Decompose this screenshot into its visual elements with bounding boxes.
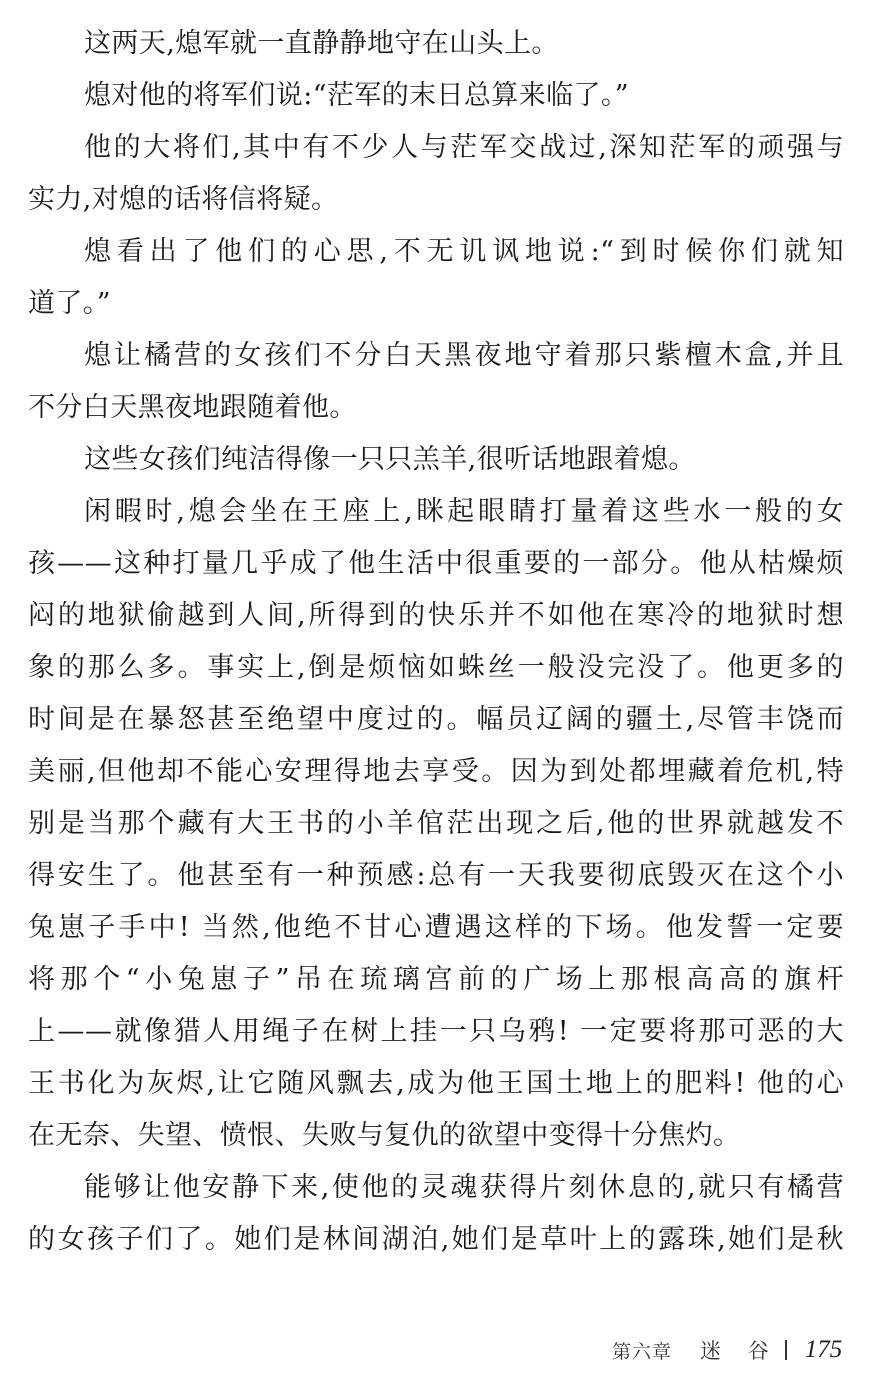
text-line: 的女孩子们了。她们是林间湖泊,她们是草叶上的露珠,她们是秋: [28, 1224, 844, 1255]
text-line: 实力,对熄的话将信将疑。: [28, 184, 339, 215]
text-line: 熄对他的将军们说:“茫军的末日总算来临了。”: [84, 80, 630, 111]
footer-divider: [785, 1340, 787, 1360]
text-line: 不分白天黑夜地跟随着他。: [28, 392, 357, 423]
text-line: 时间是在暴怒甚至绝望中度过的。幅员辽阔的疆土,尽管丰饶而: [28, 704, 844, 735]
text-line: 孩——这种打量几乎成了他生活中很重要的一部分。他从枯燥烦: [28, 548, 844, 579]
text-line: 得安生了。他甚至有一种预感:总有一天我要彻底毁灭在这个小: [28, 860, 844, 891]
text-line: 闲暇时,熄会坐在王座上,眯起眼睛打量着这些水一般的女: [84, 496, 844, 527]
page-number: 175: [804, 1336, 843, 1363]
chapter-label: 第六章: [612, 1340, 673, 1363]
text-line: 他的大将们,其中有不少人与茫军交战过,深知茫军的顽强与: [84, 132, 844, 163]
text-line: 上——就像猎人用绳子在树上挂一只乌鸦! 一定要将那可恶的大: [28, 1016, 844, 1047]
text-line: 别是当那个藏有大王书的小羊倌茫出现之后,他的世界就越发不: [28, 808, 844, 839]
text-line: 在无奈、失望、愤恨、失败与复仇的欲望中变得十分焦灼。: [28, 1120, 741, 1151]
text-line: 兔崽子手中! 当然,他绝不甘心遭遇这样的下场。他发誓一定要: [28, 912, 844, 943]
chapter-title: 迷 谷: [700, 1339, 779, 1363]
page-footer: [612, 1330, 842, 1370]
text-line: 能够让他安静下来,使他的灵魂获得片刻休息的,就只有橘营: [84, 1172, 844, 1203]
page-body: [28, 18, 844, 1266]
text-line: 闷的地狱偷越到人间,所得到的快乐并不如他在寒冷的地狱时想: [28, 600, 844, 631]
text-line: 将那个“小兔崽子”吊在琉璃宫前的广场上那根高高的旗杆: [28, 964, 844, 995]
text-line: 道了。”: [28, 288, 111, 319]
text-line: 这两天,熄军就一直静静地守在山头上。: [84, 28, 559, 59]
text-line: 这些女孩们纯洁得像一只只羔羊,很听话地跟着熄。: [84, 444, 696, 475]
text-line: 象的那么多。事实上,倒是烦恼如蛛丝一般没完没了。他更多的: [28, 652, 844, 683]
text-line: 美丽,但他却不能心安理得地去享受。因为到处都埋藏着危机,特: [28, 756, 844, 787]
text-line: 王书化为灰烬,让它随风飘去,成为他王国土地上的肥料! 他的心: [28, 1068, 844, 1099]
text-line: 熄让橘营的女孩们不分白天黑夜地守着那只紫檀木盒,并且: [84, 340, 844, 371]
text-line: 熄看出了他们的心思,不无讥讽地说:“到时候你们就知: [84, 236, 844, 267]
